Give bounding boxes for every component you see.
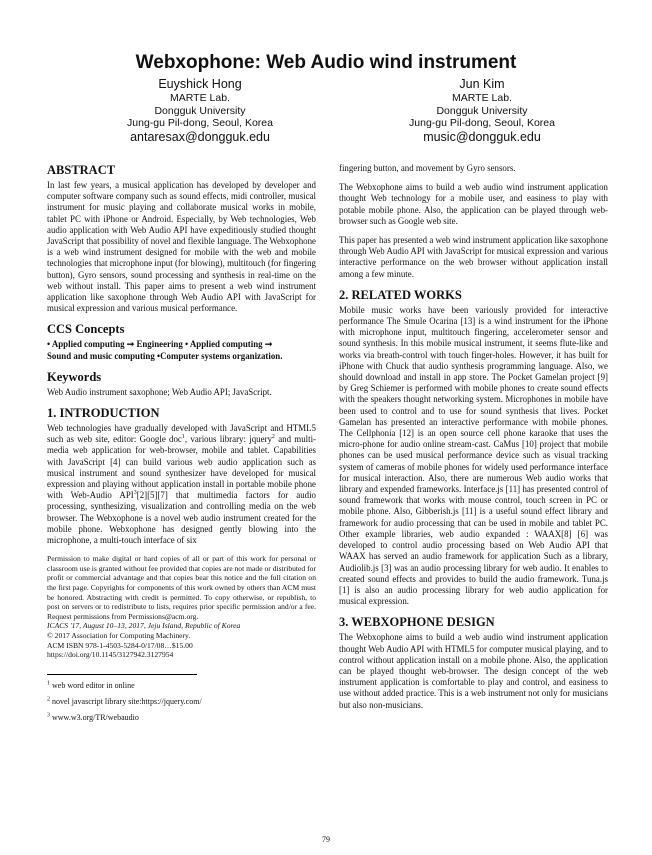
keywords-body: Web Audio instrument saxophone; Web Audio API; JavaScript. <box>47 386 272 397</box>
page-number: 79 <box>322 835 330 844</box>
abstract-body: In last few years, a musical application has developed by developer and computer software company such as sound effects, midi controller, musical instrument for music playing and collaborate musical works in mobile, tablet PC with iPhone or Android. Especially, by Web technologies, Web audio application with Web Audio API have expeditiously studied thought JavaScript that possibility of novel and flexible language. The Webxophone is a web wind instrument designed for mobile with the web and mobile technologies that microphone input (for blowing), multitouch (for fingering button), Gyro sensors, sound processing and synthesis in real-time on the web without install. This paper aims to present a web wind instrument application like saxophone through Web Audio API with JavaScript for musical expression and various musical performance. <box>47 180 316 314</box>
author-lab: MARTE Lab. <box>452 92 512 104</box>
author-name: Jun Kim <box>459 77 505 91</box>
abstract-heading: ABSTRACT <box>47 163 116 177</box>
author-email[interactable]: antaresax@dongguk.edu <box>130 129 270 144</box>
footnote-ref[interactable]: 3 <box>133 490 137 497</box>
left-column <box>47 163 316 729</box>
author-block <box>342 77 622 145</box>
introduction-heading: 1. INTRODUCTION <box>47 406 160 421</box>
doi-link[interactable]: https://doi.org/10.1145/3127942.3127954 <box>47 650 174 660</box>
intro-paragraph: This paper has presented a web wind instrument application like saxophone through Web Audio API with JavaScript for musical expression and various interactive performance on the web browser without application install among a few minute. <box>339 235 608 279</box>
author-university: Dongguk University <box>436 104 528 117</box>
footnote: $^2$ novel javascript library site:https://jquery.com/ <box>47 696 202 706</box>
author-lab: MARTE Lab. <box>170 92 230 104</box>
footnote: $^1$ web word editor in online <box>47 680 135 690</box>
footnote: $^3$ www.w3.org/TR/webaudio <box>47 712 139 722</box>
introduction-body: Web technologies have gradually developed with JavaScript and HTML5 such as web site, editor: Google doc$^1$, various library: jquery$^2$ and multi-media web application for web-browser, mobile and tablet. Capabilities with JavaScript [4] can build various web audio application such as musical instrument and sound synthesizer have developed for musical expression and playing without application install in portable mobile phone with Web-Audio API$^3$[2][5][7] that multimedia factors for audio processing, synthesizing, visualization and controlling media on the web browser. The Webxophone is a novel web audio instrument created for the mobile phone. Webxophone has designed gently blowing into the microphone, a multi-touch interface of six <box>47 423 317 546</box>
author-email[interactable]: music@dongguk.edu <box>423 129 541 144</box>
intro-paragraph: The Webxophone aims to build a web audio wind instrument application thought Web technology for a mobile user, and easiness to play with potable mobile phone. Also, the application can be played through web-browser such as Google web site. <box>339 182 608 226</box>
ccs-line: • Applied computing ➞ Engineering • Applied computing ➞ <box>47 339 273 350</box>
permission-notice: Permission to make digital or hard copies of all or part of this work for personal or classroom use is granted without fee provided that copies are not made or distributed for profit or commercial advantage and that copies bear this notice and the full citation on the first page. Copyrights for components of this work owned by others than ACM must be honored. Abstracting with credit is permitted. To copy otherwise, or republish, to post on servers or to redistribute to lists, requires prior specific permission and/or a fee. Request permissions from Permissions@acm.org. <box>47 554 316 621</box>
footnote-ref[interactable]: 1 <box>181 434 185 441</box>
isbn-line: ACM ISBN 978-1-4503-5284-0/17/08…$15.00 <box>47 640 193 650</box>
intro-continued: fingering button, and movement by Gyro sensors. <box>339 163 516 173</box>
right-column <box>339 163 608 711</box>
footnote-divider <box>47 674 197 675</box>
author-name: Euyshick Hong <box>158 77 242 91</box>
author-address: Jung-gu Pil-dong, Seoul, Korea <box>409 117 555 129</box>
copyright-line: © 2017 Association for Computing Machinery. <box>47 631 191 641</box>
ccs-heading: CCS Concepts <box>47 322 125 337</box>
ccs-line: Sound and music computing •Computer systems organization. <box>47 350 283 361</box>
design-body: The Webxophone aims to build a web audio wind instrument application thought Web Audio API with HTML5 for computer musical playing, and to control without application install on a mobile phone. Also, the application can be played thought web-browser. The design concept of the web instrument application is comfortable to play and control, and easiness to use without added practice. This is a web instrument not only for musicians but also non-musicians. <box>339 632 608 710</box>
design-heading: 3. WEBXOPHONE DESIGN <box>339 615 495 630</box>
footnote-ref[interactable]: 2 <box>271 434 275 441</box>
conference-info: ICACS '17, August 10–13, 2017, Jeju Island, Republic of Korea <box>47 621 241 631</box>
author-block <box>60 77 340 145</box>
related-works-heading: 2. RELATED WORKS <box>339 287 462 302</box>
paper-title: Webxophone: Web Audio wind instrument <box>135 52 517 73</box>
related-works-body: Mobile music works have been variously provided for interactive performance The Smule Ocarina [13] is a wind instrument for the iPhone with microphone input, multitouch fingering, accelerometer sensor and sound synthesis. In this mobile musical instrument, it seems flute-like and works via breath-control with touch finger-holes. However, it has built for iPhone with Chuck that audio synthesis programming language. Also, we should download and install in app store. The Pocket Gamelan project [9] by Greg Schiemer is performed with mobile phones to create sound effects with the speakers thought networking system. Microphones in mobile have been used to control and to use for sound synthesis that lives. Pocket Gamelan has presented an interactive performance with mobile phones. The Cellphonia [12] is an open source cell phone karaoke that uses the micro-phone for audio online stream-cast. CaMus [10] project that mobile phones can be used musical performance device such as visual tracking system of cameras of mobile phones for widely used performance interface for musical interaction. Also, there are numerous Web audio works that library and expended frameworks. Interface.js [11] has presented control of sound framework that works with mouse control, touch screen in PC or mobile phone. Also, Gibberish.js [11] is a useful sound effect library and framework for audio processing that can be used in mobile and tablet PC. Other example libraries, web audio expanded : WAAX[8] [6] was developed to control audio processing based on Web Audio API that WAAX has served an audio framework for application Such as a library, Audiolib.js [3] was an audio processing library for web audio. It enables to created sound effects and provides to build the audio framework. Tuna.js [1] is also an audio processing library for web audio application for musical expression. <box>339 304 608 607</box>
author-university: Dongguk University <box>154 104 246 117</box>
author-address: Jung-gu Pil-dong, Seoul, Korea <box>127 117 273 129</box>
keywords-heading: Keywords <box>47 369 102 384</box>
